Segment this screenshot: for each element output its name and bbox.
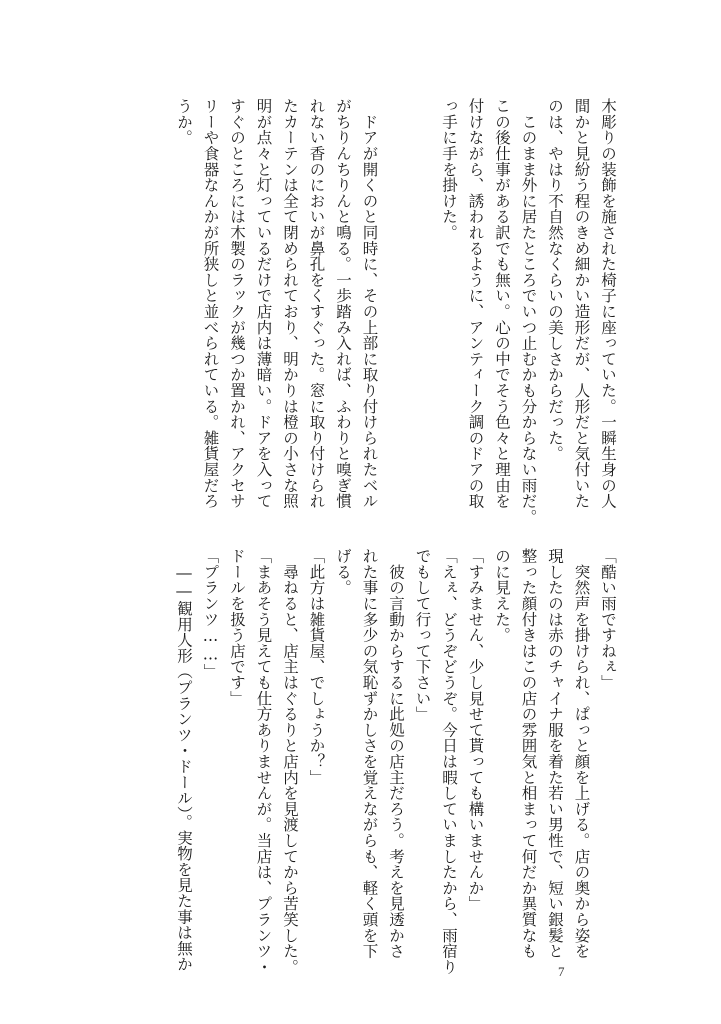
text-line: 「プランツ……」 bbox=[201, 548, 220, 680]
text-line: 「すみません、少し見せて貰っても構いませんか」 bbox=[466, 548, 485, 912]
text-line: 整った顔付きはこの店の雰囲気と相まって何だか異質なも bbox=[519, 548, 538, 959]
text-line bbox=[409, 98, 436, 518]
text-line: この後仕事がある訳でも無い。心の中でそう色々と理由を bbox=[493, 98, 511, 509]
text-line: 「えぇ、どうぞどうぞ。今日は暇していましたから、雨宿り bbox=[440, 548, 458, 975]
text-block-bottom bbox=[141, 548, 621, 975]
text-line: すぐのところには木製のラックが幾つか置かれ、アクセサ bbox=[228, 98, 246, 509]
text-line: れない香のにおいが鼻孔をくすぐった。窓に取り付けられ bbox=[307, 98, 326, 509]
text-line: れた事に多少の気恥ずかしさを覚えながらも、軽く頭を下 bbox=[360, 548, 379, 959]
text-line: うか。 bbox=[175, 98, 193, 146]
text-line: 現したのは赤のチャイナ服を着た若い男性で、短い銀髪と bbox=[546, 548, 564, 959]
text-line: ドアが開くのと同時に、その上部に取り付けられたベル bbox=[360, 98, 379, 509]
text-line: 「酷い雨ですねぇ」 bbox=[599, 548, 617, 691]
text-line: のに見えた。 bbox=[493, 548, 511, 643]
text-line: 木彫りの装飾を施された椅子に座っていた。一瞬生身の人 bbox=[599, 98, 617, 509]
text-line: 間かと見紛う程のきめ細かい造形だが、人形だと気付いた bbox=[572, 98, 591, 509]
page-number: 7 bbox=[558, 964, 565, 979]
text-line: ドールを扱う店です」 bbox=[228, 548, 246, 706]
text-line: 「此方は雑貨屋、でしょうか？」 bbox=[307, 548, 326, 785]
text-line: 彼の言動からするに此処の店主だろう。考えを見透かさ bbox=[387, 548, 405, 959]
text-line: っ手に手を掛けた。 bbox=[440, 98, 458, 241]
text-line: げる。 bbox=[334, 548, 352, 596]
text-line: たカーテンは全て閉められており、明かりは橙の小さな照 bbox=[281, 98, 299, 509]
text-line: がちりんちりんと鳴る。一歩踏み入れば、ふわりと嗅ぎ慣 bbox=[334, 98, 352, 509]
text-block-top bbox=[141, 98, 621, 525]
text-line: ――観用人形（プランツ・ドール）。実物を見た事は無か bbox=[175, 548, 193, 972]
text-line: このまま外に居たところでいつ止むかも分からない雨だ。 bbox=[519, 98, 538, 525]
text-line: のは、やはり不自然なくらいの美しさからだった。 bbox=[546, 98, 564, 462]
text-line: 明が点々と灯っているだけで店内は薄暗い。ドアを入って bbox=[254, 98, 273, 509]
text-line: 付けながら、誘われるように、アンティーク調のドアの取 bbox=[466, 98, 485, 509]
text-line: 「まあそう見えても仕方ありませんが。当店は、プランツ・ bbox=[254, 548, 273, 975]
text-line: リーや食器なんかが所狭しと並べられている。雑貨屋だろ bbox=[201, 98, 220, 509]
text-line: でもして行って下さい」 bbox=[413, 548, 432, 722]
text-line: 突然声を掛けられ、ぱっと顔を上げる。店の奥から姿を bbox=[572, 548, 591, 959]
text-line: 尋ねると、店主はぐるりと店内を見渡してから苦笑した。 bbox=[281, 548, 299, 975]
text-line bbox=[383, 98, 410, 518]
